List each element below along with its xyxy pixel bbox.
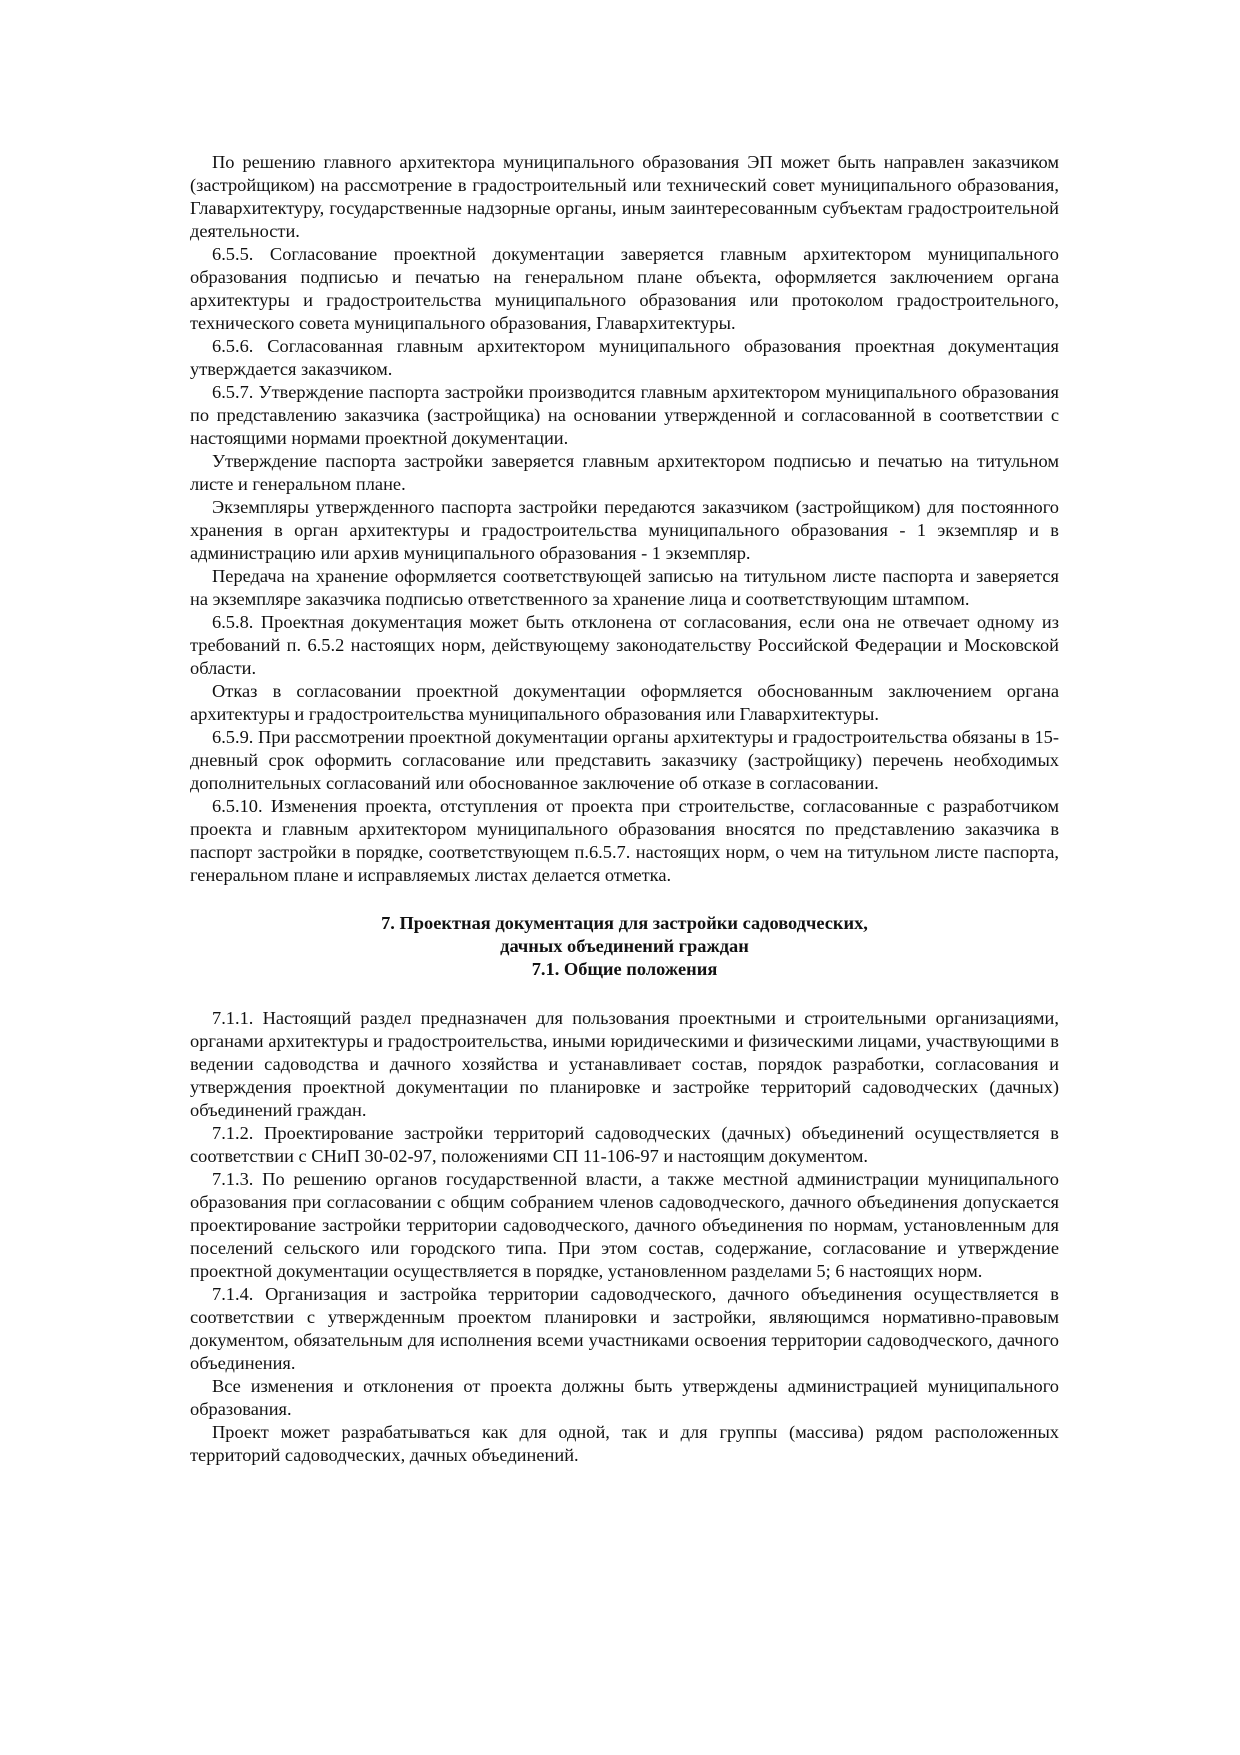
paragraph-passport-copies: Экземпляры утвержденного паспорта застройки передаются заказчиком (застройщиком) для постоянного хранения в орган архитектуры и градостроительства муниципального образования - 1 экземпляр и в администрацию или архив муниципального образования - 1 экземпляр. [190, 497, 1059, 563]
paragraph-6-5-7: 6.5.7. Утверждение паспорта застройки производится главным архитектором муниципального образования по представлению заказчика (застройщика) на основании утвержденной и согласованной в соответствии с настоящими нормами проектной документации. [190, 382, 1059, 448]
paragraph-7-1-4: 7.1.4. Организация и застройка территории садоводческого, дачного объединения осуществляется в соответствии с утвержденным проектом планировки и застройки, являющимся нормативно-правовым документом, обязательным для исполнения всеми участниками освоения территории садоводческого, дачного объединения. [190, 1284, 1059, 1373]
paragraph-storage-transfer: Передача на хранение оформляется соответствующей записью на титульном листе паспорта и заверяется на экземпляре заказчика подписью ответственного за хранение лица и соответствующим штампом. [190, 566, 1059, 609]
document-page [190, 151, 1059, 1467]
section-7-1-body [190, 1007, 1059, 1467]
paragraph-6-5-5: 6.5.5. Согласование проектной документации заверяется главным архитектором муниципального образования подписью и печатью на генеральном плане объекта, оформляется заключением органа архитектуры и градостроительства муниципального образования или протоколом градостроительного, технического совета муниципального образования, Главархитектуры. [190, 244, 1059, 333]
section-7-title-line1: 7. Проектная документация для застройки садоводческих, [381, 913, 868, 933]
paragraph-passport-approval: Утверждение паспорта застройки заверяется главным архитектором подписью и печатью на титульном листе и генеральном плане. [190, 451, 1059, 494]
paragraph-7-1-2: 7.1.2. Проектирование застройки территорий садоводческих (дачных) объединений осуществляется в соответствии с СНиП 30-02-97, положениями СП 11-106-97 и настоящим документом. [190, 1123, 1059, 1166]
section-7-heading [190, 912, 1059, 981]
section-6-5-tail [190, 151, 1059, 887]
paragraph-6-5-9: 6.5.9. При рассмотрении проектной документации органы архитектуры и градостроительства обязаны в 15-дневный срок оформить согласование или представить заказчику (застройщику) перечень необходимых дополнительных согласований или обоснованное заключение об отказе в согласовании. [190, 727, 1059, 793]
subsection-7-1-title: 7.1. Общие положения [531, 959, 718, 979]
paragraph-6-5-10: 6.5.10. Изменения проекта, отступления от проекта при строительстве, согласованные с разработчиком проекта и главным архитектором муниципального образования вносятся по представлению заказчика в паспорт застройки в порядке, соответствующем п.6.5.7. настоящих норм, о чем на титульном листе паспорта, генеральном плане и исправляемых листах делается отметка. [190, 796, 1059, 885]
section-7-title-line2: дачных объединений граждан [500, 936, 749, 956]
paragraph-changes-approval: Все изменения и отклонения от проекта должны быть утверждены администрацией муниципального образования. [190, 1376, 1059, 1419]
paragraph-ep-review: По решению главного архитектора муниципального образования ЭП может быть направлен заказчиком (застройщиком) на рассмотрение в градостроительный или технический совет муниципального образования, Главархитектуру, государственные надзорные органы, иным заинтересованным субъектам градостроительной деятельности. [190, 152, 1059, 241]
paragraph-7-1-1: 7.1.1. Настоящий раздел предназначен для пользования проектными и строительными организациями, органами архитектуры и градостроительства, иными юридическими и физическими лицами, участвующими в ведении садоводства и дачного хозяйства и устанавливает состав, порядок разработки, согласования и утверждения проектной документации по планировке и застройке территорий садоводческих (дачных) объединений граждан. [190, 1008, 1059, 1120]
paragraph-project-scope: Проект может разрабатываться как для одной, так и для группы (массива) рядом расположенных территорий садоводческих, дачных объединений. [190, 1422, 1059, 1465]
paragraph-refusal: Отказ в согласовании проектной документации оформляется обоснованным заключением органа архитектуры и градостроительства муниципального образования или Главархитектуры. [190, 681, 1059, 724]
paragraph-6-5-6: 6.5.6. Согласованная главным архитектором муниципального образования проектная документация утверждается заказчиком. [190, 336, 1059, 379]
paragraph-6-5-8: 6.5.8. Проектная документация может быть отклонена от согласования, если она не отвечает одному из требований п. 6.5.2 настоящих норм, действующему законодательству Российской Федерации и Московской области. [190, 612, 1059, 678]
paragraph-7-1-3: 7.1.3. По решению органов государственной власти, а также местной администрации муниципального образования при согласовании с общим собранием членов садоводческого, дачного объединения допускается проектирование застройки территории садоводческого, дачного объединения по нормам, установленным для поселений сельского или городского типа. При этом состав, содержание, согласование и утверждение проектной документации осуществляется в порядке, установленном разделами 5; 6 настоящих норм. [190, 1169, 1059, 1281]
